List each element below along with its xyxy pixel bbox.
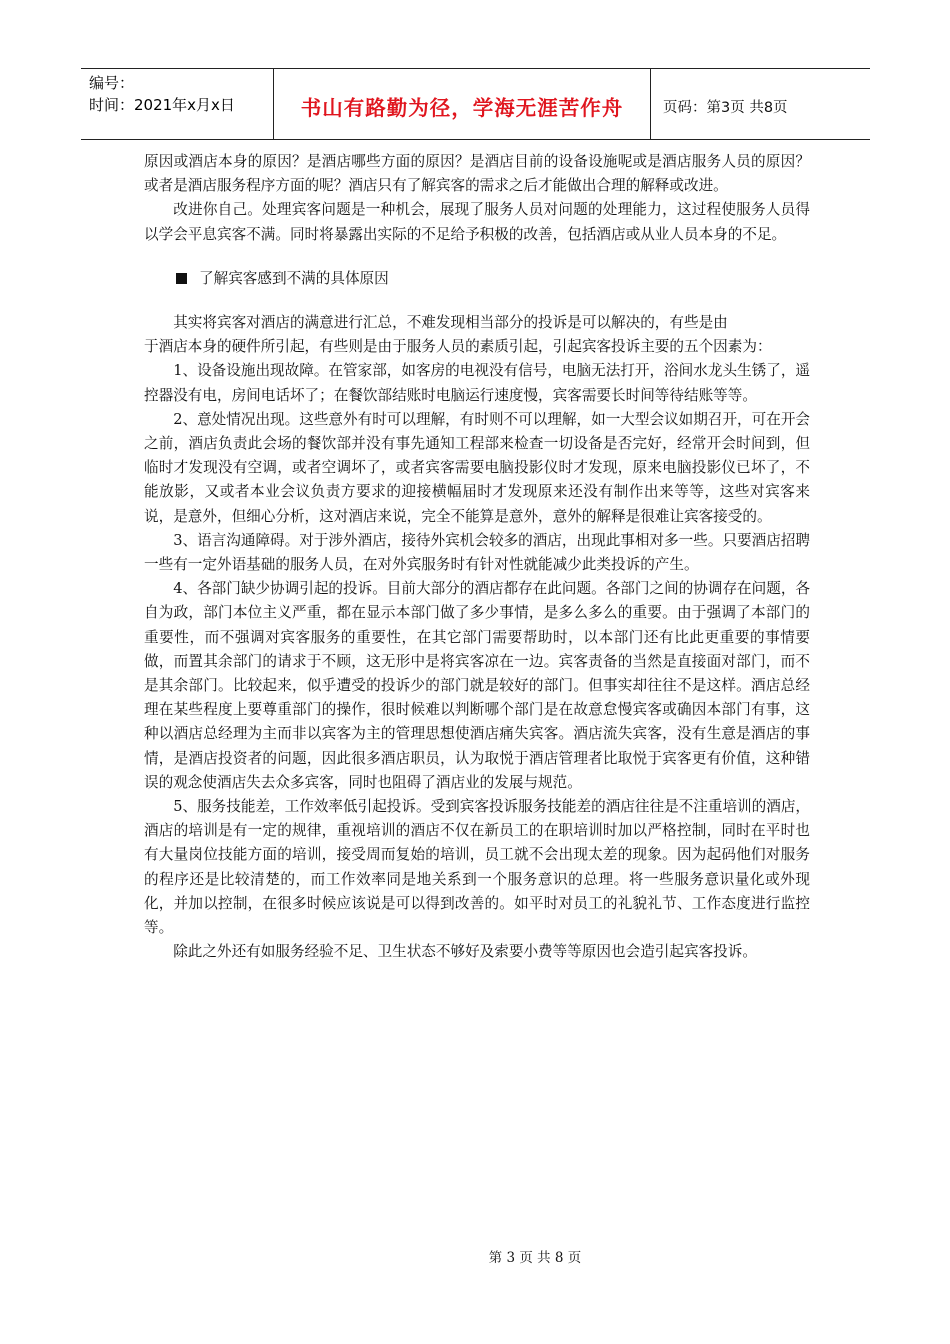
page-footer bbox=[0, 1246, 950, 1266]
footer-page-number: 第 3 页 共 8 页 bbox=[488, 1250, 582, 1266]
document-body bbox=[144, 150, 810, 965]
paragraph-summary-cont: 于酒店本身的硬件所引起，有些则是由于服务人员的素质引起，引起宾客投诉主要的五个因素为： bbox=[144, 338, 772, 356]
page-header bbox=[81, 68, 870, 140]
paragraph-summary-intro: 其实将宾客对酒店的满意进行汇总，不难发现相当部分的投诉是可以解决的，有些是由 bbox=[173, 314, 728, 332]
header-motto-cell bbox=[274, 69, 651, 139]
header-page-number: 页码：第3页 共8页 bbox=[663, 99, 788, 116]
header-motto: 书山有路勤为径，学海无涯苦作舟 bbox=[300, 96, 624, 120]
paragraph-cause-2: 2、意处情况出现。这些意外有时可以理解，有时则不可以理解，如一大型会议如期召开，可在开会之前，酒店负责此会场的餐饮部并没有事先通知工程部来检查一切设备是否完好，经常开会时间到，但临时才发现没有空调，或者空调坏了，或者宾客需要电脑投影仪时才发现，原来电脑投影仪已坏了，不能放影，又或者本业会议负责方要求的迎接横幅届时才发现原来还没有制作出来等等，这些对宾客来说，是意外，但细心分析，这对酒店来说，完全不能算是意外，意外的解释是很难让宾客接受的。 bbox=[144, 410, 811, 525]
paragraph-other-causes: 除此之外还有如服务经验不足、卫生状态不够好及索要小费等等原因也会造引起宾客投诉。 bbox=[173, 943, 757, 961]
paragraph-cause-5: 5、服务技能差，工作效率低引起投诉。受到宾客投诉服务技能差的酒店往往是不注重培训的酒店，酒店的培训是有一定的规律，重视培训的酒店不仅在新员工的在职培训时加以严格控制，同时在平时也有大量岗位技能方面的培训，接受周而复始的培训，员工就不会出现太差的现象。因为起码他们对服务的程序还是比较清楚的，而工作效率同是地关系到一个服务意识的总理。将一些服务意识量化或外现化，并加以控制，在很多时候应该说是可以得到改善的。如平时对员工的礼貌礼节、工作态度进行监控等。 bbox=[144, 798, 811, 937]
header-meta bbox=[81, 69, 274, 139]
paragraph-cause-4: 4、各部门缺少协调引起的投诉。目前大部分的酒店都存在此问题。各部门之间的协调存在问题，各自为政，部门本位主义严重，都在显示本部门做了多少事情，是多么多么的重要。由于强调了本部门的重要性，而不强调对宾客服务的重要性，在其它部门需要帮助时，以本部门还有比此更重要的事情要做，而置其余部门的请求于不顾，这无形中是将宾客凉在一边。宾客责备的当然是直接面对部门，而不是其余部门。比较起来，似乎遭受的投诉少的部门就是较好的部门。但事实却往往不是这样。酒店总经理在某些程度上要尊重部门的操作，很时候难以判断哪个部门是在故意怠慢宾客或确因本部门有事，这种以酒店总经理为主而非以宾客为主的管理思想使酒店痛失宾客。酒店流失宾客，没有生意是酒店的事情，是酒店投资者的问题，因此很多酒店职员，认为取悦于酒店管理者比取悦于宾客更有价值，这种错误的观念使酒店失去众多宾客，同时也阻碍了酒店业的发展与规范。 bbox=[144, 580, 811, 791]
header-page-info bbox=[651, 69, 870, 139]
document-date: 时间：2021年x月x日 bbox=[89, 96, 235, 114]
paragraph-cause-3: 3、语言沟通障碍。对于涉外酒店，接待外宾机会较多的酒店，出现此事相对多一些。只要酒店招聘一些有一定外语基础的服务人员，在对外宾服务时有针对性就能减少此类投诉的产生。 bbox=[144, 531, 811, 574]
paragraph-improve-yourself: 改进你自己。处理宾客问题是一种机会，展现了服务人员对问题的处理能力，这过程使服务人员得以学会平息宾客不满。同时将暴露出实际的不足给予积极的改善，包括酒店或从业人员本身的不足。 bbox=[144, 201, 810, 243]
bullet-square-icon bbox=[176, 273, 187, 284]
section-heading bbox=[144, 267, 810, 291]
paragraph-continued: 原因或酒店本身的原因？是酒店哪些方面的原因？是酒店目前的设备设施呢或是酒店服务人员的原因？或者是酒店服务程序方面的呢？酒店只有了解宾客的需求之后才能做出合理的解释或改进。 bbox=[144, 153, 810, 195]
section-heading-text: 了解宾客感到不满的具体原因 bbox=[199, 269, 389, 287]
document-number: 编号： bbox=[89, 74, 135, 92]
paragraph-cause-1: 1、设备设施出现故障。在管家部，如客房的电视没有信号，电脑无法打开，浴间水龙头生锈了，遥控器没有电，房间电话坏了；在餐饮部结账时电脑运行速度慢，宾客需要长时间等待结账等等。 bbox=[144, 362, 811, 404]
